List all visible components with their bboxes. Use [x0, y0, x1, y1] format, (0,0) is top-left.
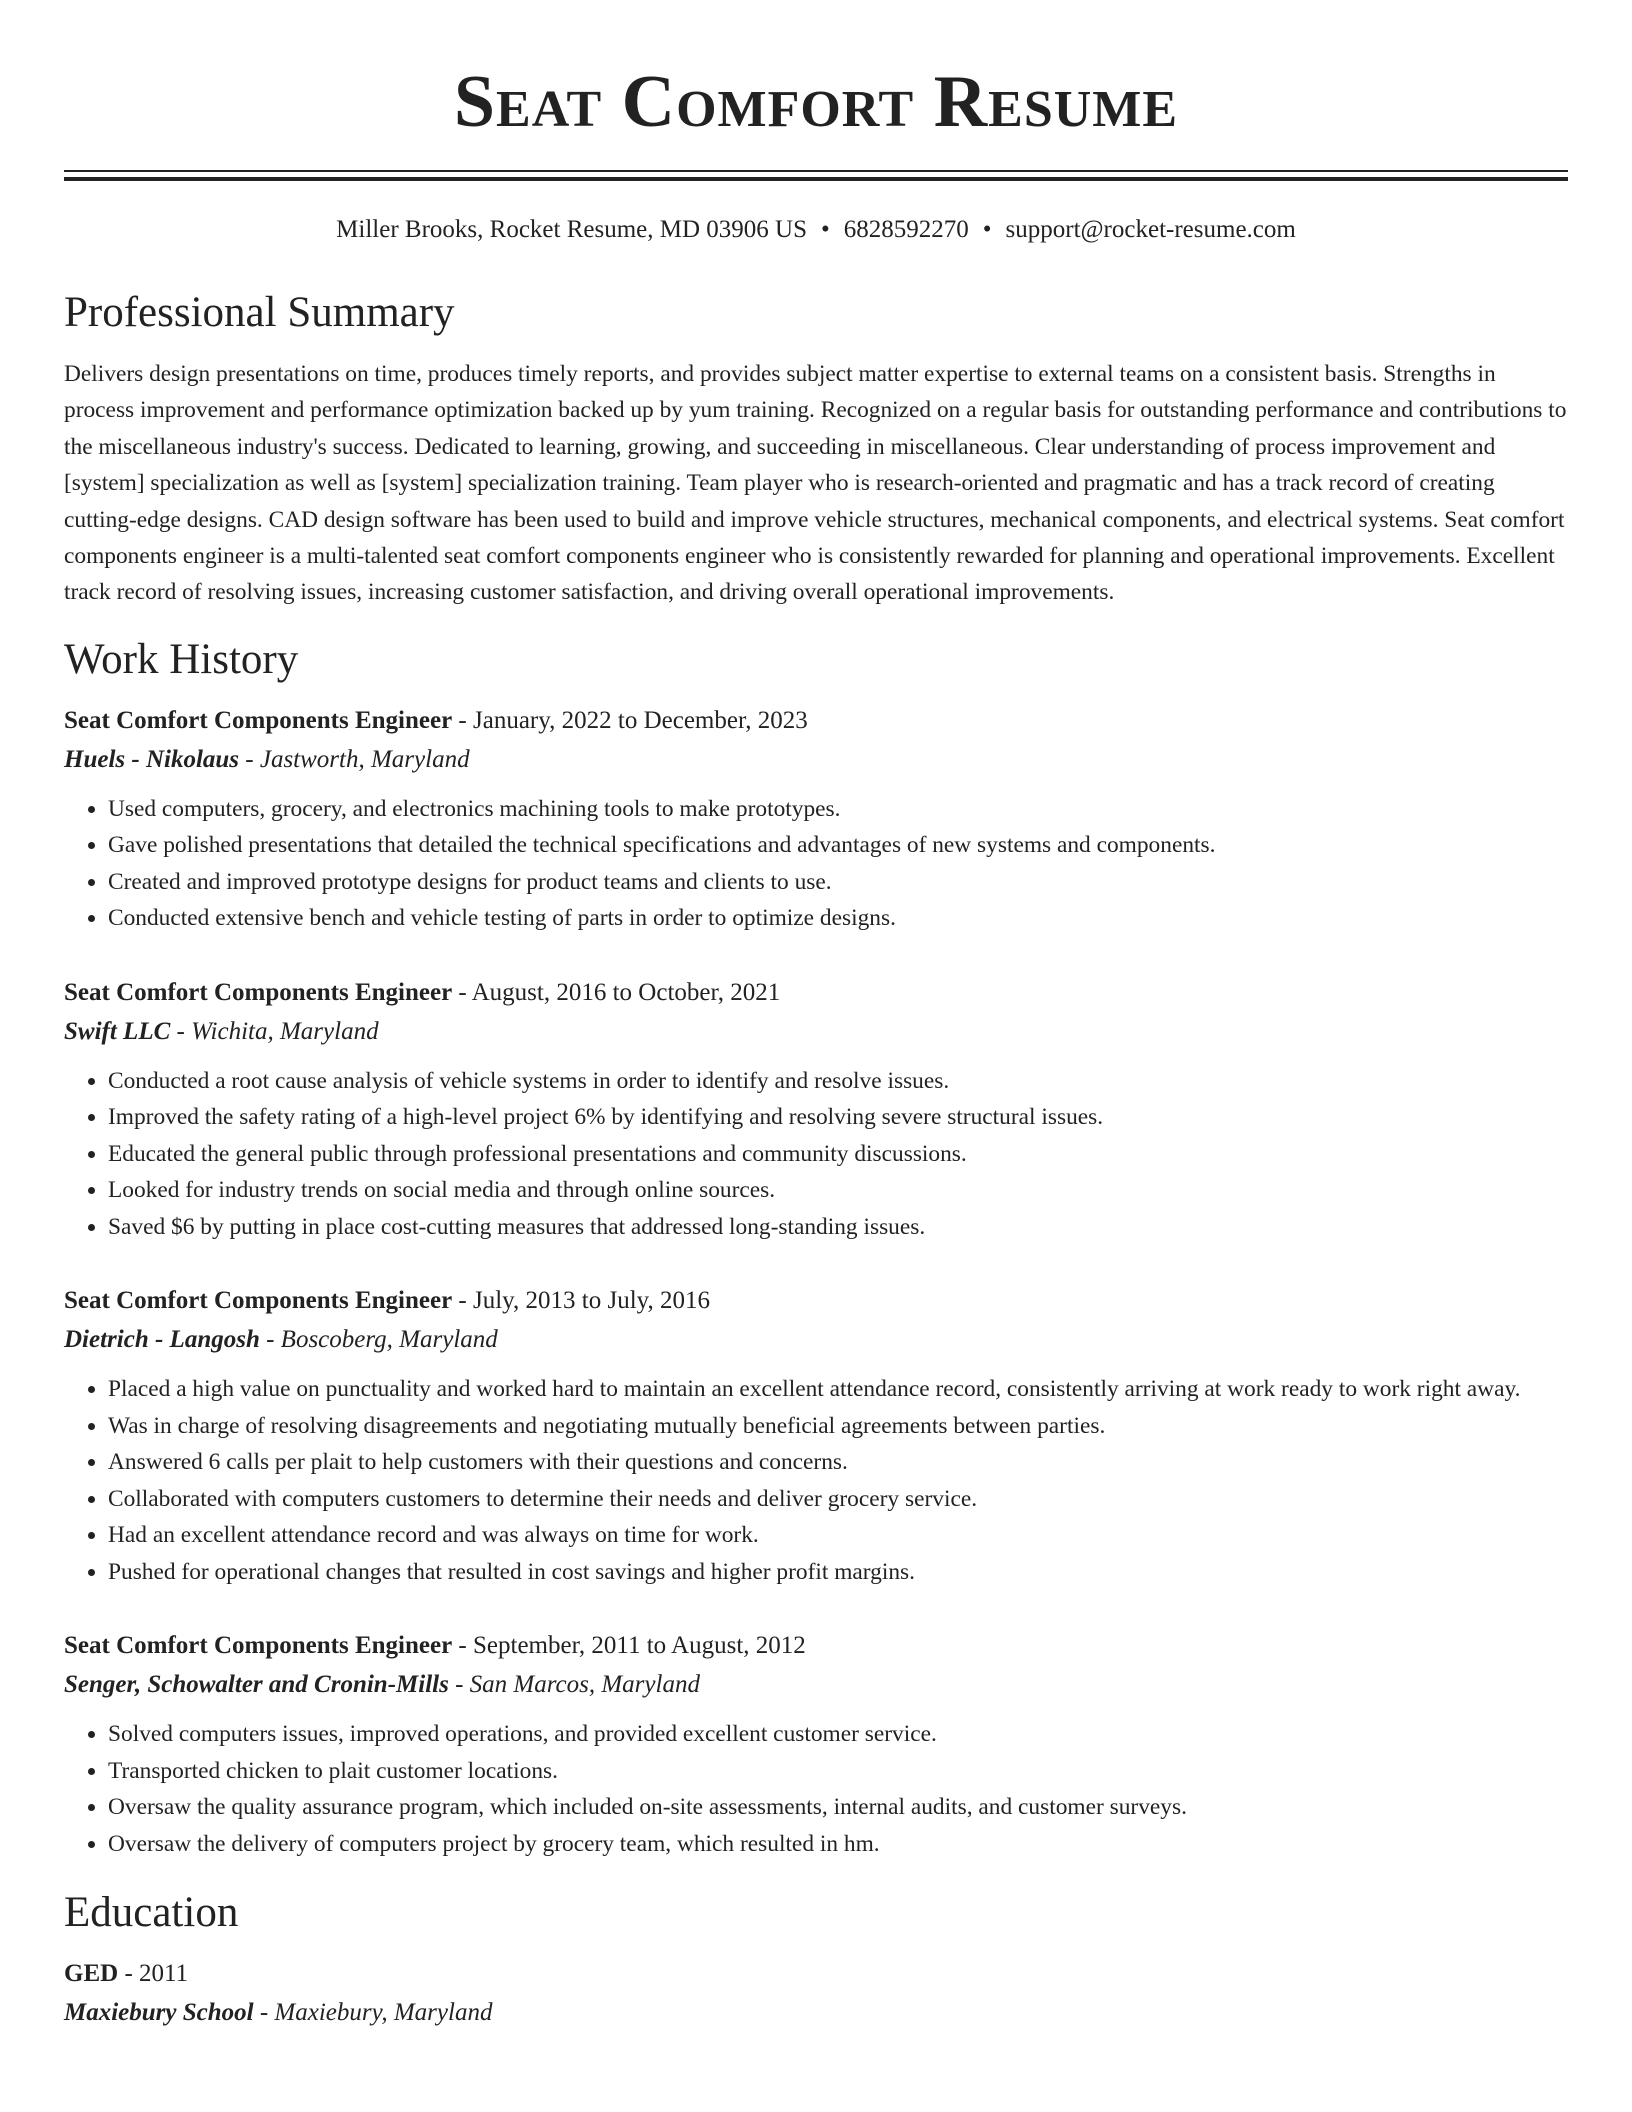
job-header [64, 1281, 1568, 1320]
job-bullets [64, 1063, 1568, 1246]
list-item: • Placed a high value on punctuality and worked hard to maintain an excellent attendance record, consistently arriving at work ready to work right away. [108, 1371, 1568, 1408]
job-dates: - July, 2013 to July, 2016 [452, 1287, 711, 1315]
list-item: • Was in charge of resolving disagreements and negotiating mutually beneficial agreements between parties. [108, 1408, 1568, 1445]
job-company-line [64, 1012, 1568, 1052]
job-entry-2 [64, 973, 1568, 1246]
job-company-line [64, 740, 1568, 780]
list-item: • Solved computers issues, improved operations, and provided excellent customer service. [108, 1716, 1568, 1753]
education-entry [64, 1954, 1568, 2033]
contact-line [64, 215, 1568, 245]
list-item: • Pushed for operational changes that resulted in cost savings and higher profit margins. [108, 1554, 1568, 1591]
job-header [64, 701, 1568, 740]
list-item: • Oversaw the delivery of computers project by grocery team, which resulted in hm. [108, 1826, 1568, 1863]
job-company-line [64, 1320, 1568, 1360]
job-location: - Boscoberg, Maryland [259, 1326, 498, 1354]
list-item: • Saved $6 by putting in place cost-cutting measures that addressed long-standing issues. [108, 1209, 1568, 1246]
list-item: • Gave polished presentations that detailed the technical specifications and advantages of new systems and components. [108, 827, 1568, 864]
job-entry-4 [64, 1626, 1568, 1862]
job-company-line [64, 1665, 1568, 1705]
job-bullets [64, 1716, 1568, 1862]
job-company: Swift LLC [64, 1017, 171, 1045]
job-dates: - August, 2016 to October, 2021 [452, 978, 781, 1006]
education-school-line [64, 1993, 1568, 2033]
job-bullets [64, 791, 1568, 937]
job-bullets [64, 1371, 1568, 1590]
list-item: • Educated the general public through professional presentations and community discussions. [108, 1136, 1568, 1173]
resume-page [64, 0, 1568, 2033]
job-dates: - January, 2022 to December, 2023 [452, 706, 808, 734]
job-header [64, 1626, 1568, 1665]
list-item: • Improved the safety rating of a high-level project 6% by identifying and resolving severe structural issues. [108, 1099, 1568, 1136]
list-item: • Transported chicken to plait customer locations. [108, 1753, 1568, 1790]
list-item: • Looked for industry trends on social media and through online sources. [108, 1172, 1568, 1209]
work-history-heading: Work History [64, 635, 299, 683]
education-school: Maxiebury School [64, 1999, 254, 2027]
job-company: Dietrich - Langosh [64, 1326, 260, 1354]
education-location: - Maxiebury, Maryland [253, 1999, 493, 2027]
list-item: • Answered 6 calls per plait to help customers with their questions and concerns. [108, 1444, 1568, 1481]
contact-phone: 6828592270 [843, 216, 969, 243]
job-title: Seat Comfort Components Engineer [64, 978, 453, 1006]
contact-separator: • [982, 216, 992, 243]
education-year: - 2011 [118, 1960, 189, 1988]
job-title: Seat Comfort Components Engineer [64, 1287, 453, 1315]
job-location: - Wichita, Maryland [170, 1017, 379, 1045]
resume-title: Seat Comfort Resume [453, 61, 1179, 143]
job-dates: - September, 2011 to August, 2012 [452, 1632, 806, 1660]
job-company: Senger, Schowalter and Cronin-Mills [64, 1671, 449, 1699]
summary-heading: Professional Summary [64, 289, 455, 336]
job-title: Seat Comfort Components Engineer [64, 1632, 453, 1660]
education-header [64, 1954, 1568, 1993]
education-degree: GED [64, 1960, 119, 1988]
education-heading: Education [64, 1889, 239, 1937]
job-entry-3 [64, 1281, 1568, 1590]
title-rule-thin [64, 170, 1568, 172]
job-header [64, 973, 1568, 1012]
title-rule-thick [64, 177, 1568, 181]
list-item: • Conducted a root cause analysis of vehicle systems in order to identify and resolve issues. [108, 1063, 1568, 1100]
job-entry-1 [64, 701, 1568, 937]
contact-address: Miller Brooks, Rocket Resume, MD 03906 US [336, 216, 807, 243]
list-item: • Oversaw the quality assurance program, which included on-site assessments, internal audits, and customer surveys. [108, 1789, 1568, 1826]
contact-email: support@rocket-resume.com [1005, 216, 1296, 243]
list-item: • Conducted extensive bench and vehicle testing of parts in order to optimize designs. [108, 900, 1568, 937]
job-location: - San Marcos, Maryland [448, 1671, 700, 1699]
list-item: • Had an excellent attendance record and was always on time for work. [108, 1517, 1568, 1554]
contact-separator: • [821, 216, 830, 243]
job-title: Seat Comfort Components Engineer [64, 706, 453, 734]
summary-text: Delivers design presentations on time, produces timely reports, and provides subject matter expertise to external teams on a consistent basis. Strengths in process improvement and performance optimization backed up by yum training. Recognized on a regular basis for outstanding performance and contributions to the miscellaneous industry's success. Dedicated to learning, growing, and succeeding in miscellaneous. Clear understanding of process improvement and [system] specialization as well as [system] specialization training. Team player who is research-oriented and pragmatic and has a track record of creating cutting-edge designs. CAD design software has been used to build and improve vehicle structures, mechanical components, and electrical systems. Seat comfort components engineer is a multi-talented seat comfort components engineer who is consistently rewarded for planning and operational improvements. Excellent track record of resolving issues, increasing customer satisfaction, and driving overall operational improvements. [64, 361, 1567, 606]
list-item: • Created and improved prototype designs for product teams and clients to use. [108, 864, 1568, 901]
job-company: Huels - Nikolaus [64, 745, 240, 773]
job-location: - Jastworth, Maryland [239, 745, 470, 773]
list-item: • Collaborated with computers customers to determine their needs and deliver grocery service. [108, 1481, 1568, 1518]
list-item: • Used computers, grocery, and electronics machining tools to make prototypes. [108, 791, 1568, 828]
